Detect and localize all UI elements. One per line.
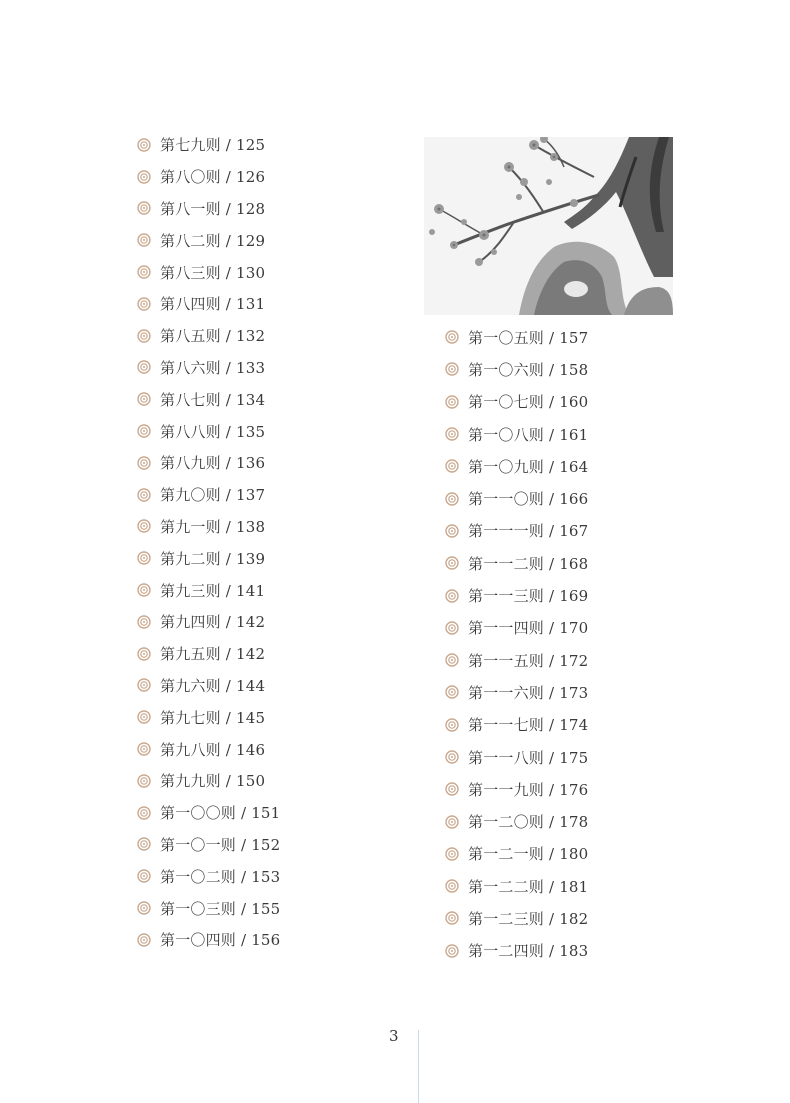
toc-entry-text: 第九五则 / 142 — [160, 645, 266, 664]
toc-entry — [445, 418, 588, 450]
toc-entry — [445, 353, 588, 385]
toc-entry-text: 第一〇四则 / 156 — [160, 931, 281, 950]
toc-entry — [137, 129, 280, 161]
toc-entry-text: 第九六则 / 144 — [160, 676, 266, 695]
ring-circle-icon — [445, 459, 459, 473]
toc-entry-text: 第九四则 / 142 — [160, 613, 266, 632]
toc-entry-text: 第一〇五则 / 157 — [468, 328, 589, 347]
toc-entry-text: 第一二三则 / 182 — [468, 909, 589, 928]
toc-entry-text: 第一〇六则 / 158 — [468, 360, 589, 379]
toc-entry — [137, 733, 280, 765]
ring-circle-icon — [445, 782, 459, 796]
toc-entry — [445, 450, 588, 482]
toc-entry-text: 第一一七则 / 174 — [468, 716, 589, 735]
toc-entry — [137, 447, 280, 479]
ring-circle-icon — [445, 653, 459, 667]
toc-entry — [137, 860, 280, 892]
margin-rule — [418, 1030, 419, 1103]
ring-circle-icon — [137, 170, 151, 184]
ring-circle-icon — [445, 911, 459, 925]
toc-entry — [445, 709, 588, 741]
ring-circle-icon — [445, 718, 459, 732]
ring-circle-icon — [137, 424, 151, 438]
toc-entry-text: 第八八则 / 135 — [160, 422, 266, 441]
toc-entry — [137, 670, 280, 702]
toc-entry — [445, 902, 588, 934]
toc-entry-text: 第一〇〇则 / 151 — [160, 804, 281, 823]
ring-circle-icon — [137, 710, 151, 724]
toc-column-right — [445, 321, 588, 967]
ring-circle-icon — [137, 678, 151, 692]
ring-circle-icon — [445, 524, 459, 538]
ring-circle-icon — [445, 556, 459, 570]
toc-entry — [137, 542, 280, 574]
toc-entry-text: 第八五则 / 132 — [160, 327, 266, 346]
toc-entry — [137, 511, 280, 543]
ring-circle-icon — [445, 492, 459, 506]
ring-circle-icon — [137, 551, 151, 565]
ring-circle-icon — [137, 265, 151, 279]
toc-entry-text: 第一一四则 / 170 — [468, 619, 589, 638]
toc-entry-text: 第一一八则 / 175 — [468, 748, 589, 767]
toc-entry-text: 第一二二则 / 181 — [468, 877, 589, 896]
ring-circle-icon — [445, 395, 459, 409]
ring-circle-icon — [445, 685, 459, 699]
toc-entry — [137, 924, 280, 956]
ring-circle-icon — [445, 427, 459, 441]
toc-entry — [137, 574, 280, 606]
toc-entry — [445, 773, 588, 805]
toc-entry — [137, 701, 280, 733]
ring-circle-icon — [137, 774, 151, 788]
toc-entry — [445, 386, 588, 418]
plum-blossom-ink-painting-icon — [424, 137, 673, 315]
toc-entry — [137, 352, 280, 384]
toc-entry — [137, 892, 280, 924]
toc-entry-text: 第一二一则 / 180 — [468, 845, 589, 864]
toc-entry — [445, 838, 588, 870]
toc-entry-text: 第八一则 / 128 — [160, 199, 266, 218]
ring-circle-icon — [445, 362, 459, 376]
toc-entry-text: 第一〇一则 / 152 — [160, 835, 281, 854]
toc-entry — [445, 805, 588, 837]
toc-entry — [445, 482, 588, 514]
ring-circle-icon — [137, 933, 151, 947]
ring-circle-icon — [137, 583, 151, 597]
toc-entry — [137, 288, 280, 320]
toc-entry-text: 第九〇则 / 137 — [160, 486, 266, 505]
toc-entry — [445, 935, 588, 967]
ring-circle-icon — [137, 615, 151, 629]
toc-entry — [137, 415, 280, 447]
page-number: 3 — [389, 1027, 399, 1045]
toc-entry-text: 第一〇三则 / 155 — [160, 899, 281, 918]
toc-entry-text: 第一一二则 / 168 — [468, 554, 589, 573]
ring-circle-icon — [445, 330, 459, 344]
toc-entry-text: 第九二则 / 139 — [160, 549, 266, 568]
ring-circle-icon — [445, 847, 459, 861]
ring-circle-icon — [137, 201, 151, 215]
toc-entry-text: 第八四则 / 131 — [160, 295, 266, 314]
toc-entry-text: 第一二四则 / 183 — [468, 942, 589, 961]
toc-entry-text: 第一〇七则 / 160 — [468, 393, 589, 412]
toc-entry-text: 第九一则 / 138 — [160, 517, 266, 536]
ring-circle-icon — [445, 750, 459, 764]
toc-entry-text: 第一一五则 / 172 — [468, 651, 589, 670]
ring-circle-icon — [445, 589, 459, 603]
toc-entry — [445, 579, 588, 611]
ring-circle-icon — [137, 488, 151, 502]
toc-entry-text: 第八二则 / 129 — [160, 231, 266, 250]
toc-entry — [137, 479, 280, 511]
ring-circle-icon — [137, 837, 151, 851]
ring-circle-icon — [445, 944, 459, 958]
toc-entry-text: 第一一一则 / 167 — [468, 522, 589, 541]
toc-entry-text: 第九九则 / 150 — [160, 772, 266, 791]
ring-circle-icon — [137, 647, 151, 661]
toc-entry — [445, 644, 588, 676]
ring-circle-icon — [137, 806, 151, 820]
toc-entry-text: 第一〇九则 / 164 — [468, 457, 589, 476]
toc-entry-text: 第九三则 / 141 — [160, 581, 266, 600]
ring-circle-icon — [137, 360, 151, 374]
ring-circle-icon — [137, 869, 151, 883]
toc-entry — [137, 224, 280, 256]
toc-entry-text: 第一一三则 / 169 — [468, 587, 589, 606]
ring-circle-icon — [445, 621, 459, 635]
toc-entry — [137, 797, 280, 829]
toc-entry-text: 第一一六则 / 173 — [468, 683, 589, 702]
toc-entry — [445, 870, 588, 902]
toc-entry — [137, 383, 280, 415]
toc-entry — [137, 638, 280, 670]
toc-entry-text: 第一一九则 / 176 — [468, 780, 589, 799]
toc-entry-text: 第八七则 / 134 — [160, 390, 266, 409]
toc-entry-text: 第八六则 / 133 — [160, 358, 266, 377]
toc-entry — [137, 161, 280, 193]
ring-circle-icon — [137, 138, 151, 152]
toc-entry — [445, 741, 588, 773]
toc-entry-text: 第七九则 / 125 — [160, 136, 266, 155]
ring-circle-icon — [137, 233, 151, 247]
ring-circle-icon — [137, 297, 151, 311]
ring-circle-icon — [137, 456, 151, 470]
toc-entry-text: 第一一〇则 / 166 — [468, 490, 589, 509]
toc-entry — [445, 612, 588, 644]
ring-circle-icon — [137, 519, 151, 533]
toc-entry-text: 第八九则 / 136 — [160, 454, 266, 473]
toc-entry — [137, 829, 280, 861]
toc-entry — [137, 320, 280, 352]
toc-entry — [137, 606, 280, 638]
toc-entry — [445, 515, 588, 547]
toc-entry-text: 第九七则 / 145 — [160, 708, 266, 727]
toc-entry-text: 第八〇则 / 126 — [160, 168, 266, 187]
toc-entry-text: 第一〇二则 / 153 — [160, 867, 281, 886]
toc-entry — [445, 676, 588, 708]
ring-circle-icon — [137, 392, 151, 406]
ring-circle-icon — [137, 901, 151, 915]
toc-entry — [137, 193, 280, 225]
toc-entry-text: 第八三则 / 130 — [160, 263, 266, 282]
toc-entry-text: 第九八则 / 146 — [160, 740, 266, 759]
ring-circle-icon — [137, 742, 151, 756]
toc-entry-text: 第一〇八则 / 161 — [468, 425, 589, 444]
toc-column-left — [137, 129, 280, 956]
toc-entry — [445, 547, 588, 579]
toc-entry — [137, 256, 280, 288]
toc-entry-text: 第一二〇则 / 178 — [468, 813, 589, 832]
toc-entry — [445, 321, 588, 353]
ring-circle-icon — [445, 815, 459, 829]
ring-circle-icon — [137, 329, 151, 343]
toc-entry — [137, 765, 280, 797]
ring-circle-icon — [445, 879, 459, 893]
